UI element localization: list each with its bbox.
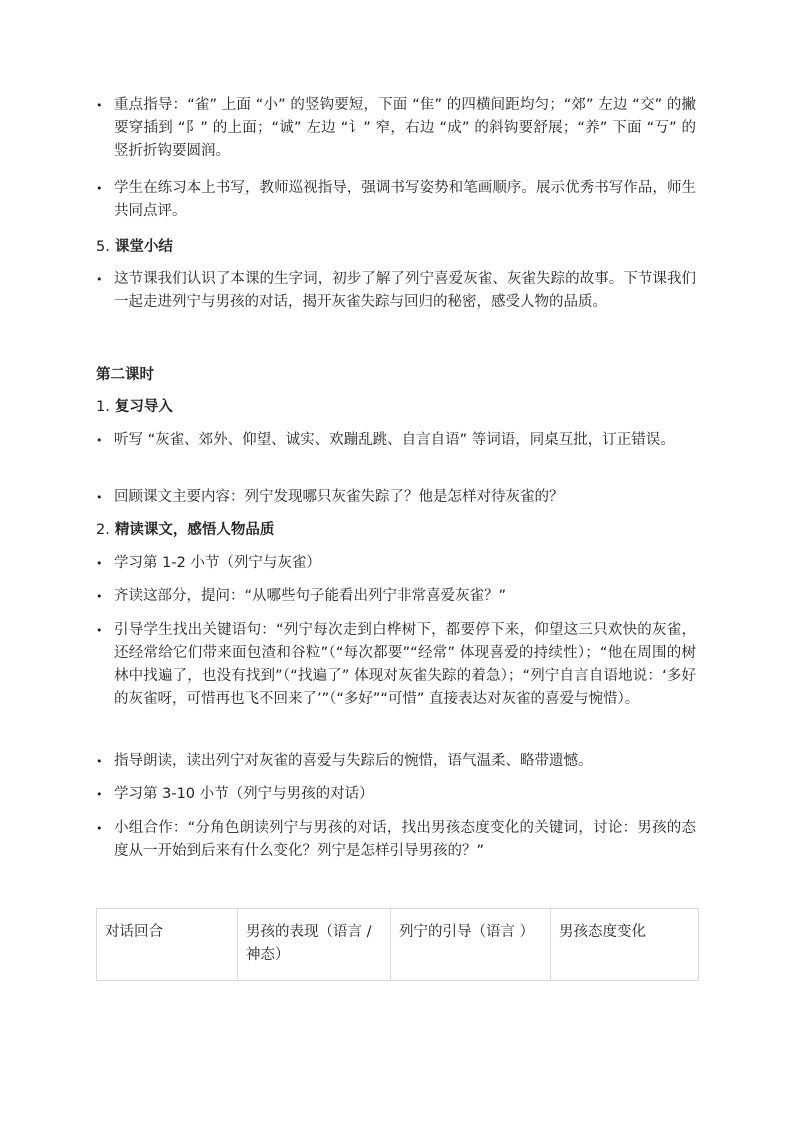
list-item bbox=[96, 429, 696, 452]
list-item-text: 学习第 3-10 小节（列宁与男孩的对话） bbox=[114, 786, 374, 802]
bullet-marker: • bbox=[96, 182, 103, 195]
list-item-text: 学生在练习本上书写，教师巡视指导，强调书写姿势和笔画顺序。展示优秀书写作品，师生共同点评。 bbox=[114, 180, 696, 219]
list-item bbox=[96, 585, 696, 608]
list-item bbox=[96, 817, 696, 863]
step-number: 1. bbox=[96, 399, 110, 415]
step-title: 课堂小结 bbox=[114, 239, 173, 255]
step-title: 复习导入 bbox=[114, 399, 173, 415]
bullet-marker: • bbox=[96, 624, 103, 637]
step-heading bbox=[96, 236, 173, 259]
step-number: 2. bbox=[96, 522, 110, 538]
section-title: 第二课时 bbox=[96, 367, 154, 383]
table-header-cell: 列宁的引导（语言 ） bbox=[391, 909, 551, 981]
bullet-marker: • bbox=[96, 590, 103, 603]
list-item bbox=[96, 750, 696, 773]
list-item-text: 这节课我们认识了本课的生字词，初步了解了列宁喜爱灰雀、灰雀失踪的故事。下节课我们一起走进列宁与男孩的对话，揭开灰雀失踪与回归的秘密，感受人物的品质。 bbox=[114, 271, 696, 310]
bullet-marker: • bbox=[96, 755, 103, 768]
step-title: 精读课文，感悟人物品质 bbox=[114, 522, 275, 538]
bullet-marker: • bbox=[96, 434, 103, 447]
bullet-marker: • bbox=[96, 273, 103, 286]
step-heading bbox=[96, 396, 173, 419]
bullet-marker: • bbox=[96, 788, 103, 801]
list-item bbox=[96, 268, 696, 314]
step-heading bbox=[96, 519, 274, 542]
list-item bbox=[96, 783, 696, 806]
list-item-text: 学习第 1-2 小节（列宁与灰雀） bbox=[114, 555, 321, 571]
bullet-marker: • bbox=[96, 491, 103, 504]
list-item-text: 引导学生找出关键语句：“列宁每次走到白桦树下，都要停下来，仰望这三只欢快的灰雀，还经常给它们带来面包渣和谷粒”（“每次都要”“经常” 体现喜爱的持续性）；“他在周围的树林中找遍了，也没有找到”（“找遍了” 体现对灰雀失踪的着急）；“列宁自言自语地说：‘多好的灰雀呀，可惜再也飞不回来了’”（“多好”“可惜” 直接表达对灰雀的喜爱与惋惜）。 bbox=[114, 622, 696, 707]
list-item-text: 重点指导：“雀” 上面 “小” 的竖钩要短，下面 “隹” 的四横间距均匀；“郊” 左边 “交” 的撇要穿插到 “阝” 的上面；“诚” 左边 “讠” 窄，右边 “成” 的斜钩要舒展；“养” 下面 “丂” 的竖折折钩要圆润。 bbox=[114, 97, 696, 159]
table-header-row bbox=[97, 909, 699, 981]
list-item bbox=[96, 177, 696, 223]
list-item-text: 指导朗读，读出列宁对灰雀的喜爱与失踪后的惋惜，语气温柔、略带遗憾。 bbox=[114, 753, 593, 769]
list-item-text: 小组合作：“分角色朗读列宁与男孩的对话，找出男孩态度变化的关键词，讨论：男孩的态度从一开始到后来有什么变化？列宁是怎样引导男孩的？” bbox=[114, 820, 696, 859]
list-item bbox=[96, 94, 696, 163]
list-item bbox=[96, 552, 696, 575]
bullet-marker: • bbox=[96, 557, 103, 570]
table-header-cell: 男孩态度变化 bbox=[551, 909, 699, 981]
bullet-marker: • bbox=[96, 822, 103, 835]
bullet-marker: • bbox=[96, 99, 103, 112]
list-item bbox=[96, 619, 696, 711]
step-number: 5. bbox=[96, 239, 110, 255]
list-item-text: 齐读这部分，提问：“从哪些句子能看出列宁非常喜爱灰雀？” bbox=[114, 588, 507, 604]
list-item-text: 听写 “灰雀、郊外、仰望、诚实、欢蹦乱跳、自言自语” 等词语，同桌互批，订正错误。 bbox=[114, 432, 675, 448]
dialogue-analysis-table bbox=[96, 908, 699, 981]
list-item bbox=[96, 486, 696, 509]
table-header-cell: 对话回合 bbox=[97, 909, 238, 981]
table-header-cell: 男孩的表现（语言 / 神态） bbox=[238, 909, 391, 981]
list-item-text: 回顾课文主要内容：列宁发现哪只灰雀失踪了？他是怎样对待灰雀的？ bbox=[114, 489, 564, 505]
